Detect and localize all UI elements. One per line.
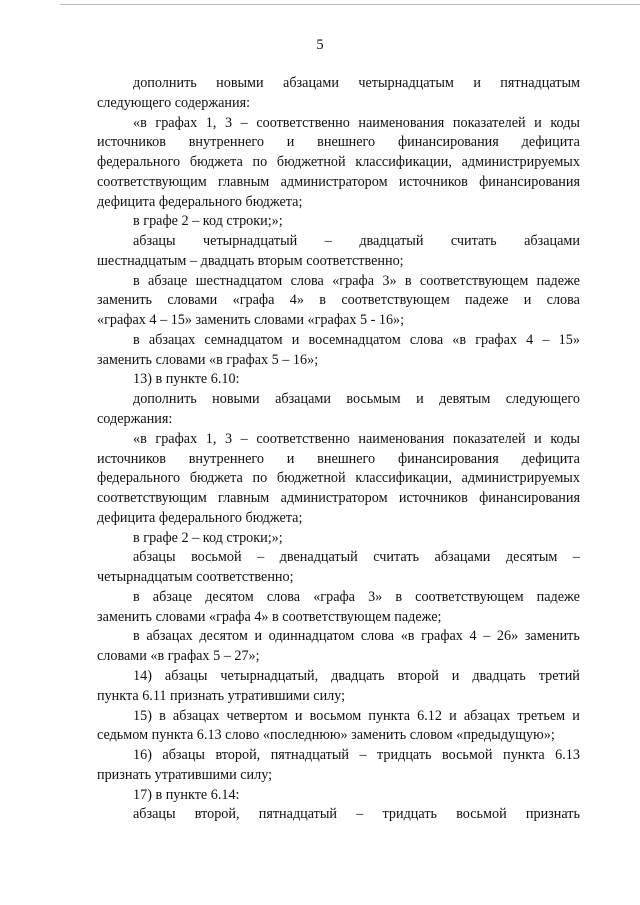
line-word: третий: [538, 667, 580, 684]
line-word: –: [356, 806, 364, 823]
line-word: –: [483, 628, 491, 645]
line-word: пункта: [502, 747, 545, 764]
line-word: девятым: [439, 391, 491, 408]
line-word: четырнадцатым: [358, 75, 454, 91]
line-word: десятым: [505, 549, 558, 566]
text-line: [97, 153, 580, 173]
line-word: тридцать: [382, 806, 437, 823]
text-line: [97, 746, 580, 766]
line-word: соответственно: [256, 114, 350, 131]
text-line: 17) в пункте 6.14:: [133, 786, 240, 803]
line-word: наименования: [358, 114, 445, 131]
line-word: внутреннего: [188, 134, 264, 151]
line-word: пункта: [368, 707, 411, 724]
line-word: третьем: [517, 707, 566, 724]
line-word: в: [395, 588, 403, 605]
line-word: в: [159, 707, 166, 724]
line-word: тридцать: [377, 747, 432, 764]
line-word: 1,: [205, 114, 217, 131]
line-word: наименования: [358, 430, 445, 447]
text-line: следующего содержания:: [97, 94, 251, 111]
line-word: графах: [421, 628, 463, 645]
line-word: слова: [546, 292, 580, 309]
line-word: 3: [224, 114, 233, 131]
line-word: –: [240, 430, 248, 447]
line-word: шестнадцатом: [195, 272, 283, 289]
line-word: федерального: [97, 154, 181, 171]
line-word: считать: [373, 549, 419, 566]
line-word: двадцать: [331, 667, 385, 684]
line-word: по: [252, 470, 268, 487]
line-word: по: [252, 154, 268, 171]
text-line: [97, 548, 580, 568]
line-word: источников: [97, 134, 166, 151]
line-word: –: [359, 747, 367, 764]
line-word: восемнадцатом: [308, 331, 401, 348]
line-word: абзацами: [434, 549, 491, 566]
line-word: –: [240, 114, 248, 131]
line-word: 16): [133, 747, 152, 764]
line-word: абзацах: [172, 707, 220, 724]
text-line: [97, 291, 580, 311]
line-word: признать: [525, 806, 580, 823]
line-word: абзацы: [133, 806, 176, 823]
line-word: 4»: [289, 292, 304, 309]
line-word: –: [257, 549, 265, 566]
line-word: и: [294, 707, 303, 724]
line-word: новыми: [212, 391, 260, 408]
text-line: [97, 469, 580, 489]
line-word: абзацами: [524, 233, 580, 250]
text-line: [97, 331, 580, 351]
line-word: 1,: [205, 430, 217, 447]
line-word: слова: [290, 272, 324, 289]
line-word: соответствующем: [341, 292, 450, 309]
line-word: 4: [469, 628, 477, 645]
line-word: внутреннего: [188, 450, 264, 467]
line-word: в: [133, 331, 140, 348]
line-word: источников: [398, 490, 468, 507]
line-word: и: [473, 75, 481, 91]
line-word: 4: [526, 331, 534, 348]
line-word: главным: [218, 173, 270, 190]
line-word: и: [416, 391, 424, 408]
line-word: в: [133, 588, 140, 605]
text-line: [97, 133, 580, 153]
text-line: [97, 627, 580, 647]
text-line: [97, 390, 580, 410]
text-line: заменить словами «в графах 5 – 16»;: [97, 351, 319, 368]
line-word: соответствующим: [97, 490, 207, 507]
line-word: абзацами: [283, 75, 339, 91]
line-word: «в: [452, 331, 467, 348]
line-word: падеже: [465, 292, 509, 309]
line-word: восьмой: [191, 549, 242, 566]
line-word: падеже: [536, 272, 580, 289]
line-word: в: [133, 272, 140, 289]
line-word: и: [534, 114, 542, 131]
line-word: считать: [450, 233, 497, 250]
text-line: содержания:: [97, 411, 173, 428]
line-word: финансирования: [479, 173, 580, 190]
line-word: пятнадцатым: [500, 75, 580, 91]
line-word: дефицита: [521, 450, 580, 467]
line-word: четырнадцатый,: [220, 667, 319, 684]
text-line: [97, 74, 580, 94]
line-word: «графа: [313, 588, 355, 605]
line-word: в: [319, 292, 326, 309]
text-line: [97, 173, 580, 193]
line-word: четырнадцатый: [203, 233, 298, 250]
line-word: и: [523, 292, 532, 309]
line-word: десятом: [205, 588, 254, 605]
line-word: слова: [409, 331, 444, 348]
line-word: соответствующим: [97, 173, 207, 190]
line-word: «графа: [232, 292, 275, 309]
line-word: пятнадцатый: [258, 806, 338, 823]
line-word: и: [449, 707, 457, 724]
line-word: администрируемых: [461, 154, 580, 171]
text-line: в графе 2 – код строки;»;: [133, 213, 283, 230]
text-line: «графах 4 – 15» заменить словами «графах 5 - 16»;: [97, 312, 405, 329]
line-word: двадцать: [472, 667, 526, 684]
text-line: [97, 489, 580, 509]
line-word: абзацы: [164, 667, 208, 684]
line-word: классификации,: [355, 470, 452, 487]
line-word: коды: [550, 114, 580, 131]
line-word: –: [572, 549, 580, 566]
line-word: –: [324, 233, 332, 250]
line-word: и: [572, 707, 580, 724]
line-word: 26»: [496, 628, 519, 645]
text-line: [97, 272, 580, 292]
line-word: и: [286, 450, 295, 467]
line-word: абзаце: [148, 272, 188, 289]
line-word: двенадцатый: [279, 549, 358, 566]
line-word: новыми: [216, 75, 264, 91]
line-word: двадцатый: [359, 233, 424, 250]
line-word: пятнадцатый: [270, 747, 349, 764]
line-word: 14): [133, 667, 152, 684]
line-word: четвертом: [226, 707, 288, 724]
line-word: бюджетной: [276, 470, 346, 487]
text-line: дефицита федерального бюджета;: [97, 509, 303, 526]
line-word: графах: [475, 331, 518, 348]
line-word: коды: [550, 430, 580, 447]
line-word: абзаце: [152, 588, 193, 605]
page-number: 5: [316, 37, 324, 53]
text-line: четырнадцатым соответственно;: [97, 569, 294, 586]
line-word: абзацы: [133, 233, 176, 250]
line-word: графах: [155, 430, 198, 447]
line-word: финансирования: [479, 490, 580, 507]
line-word: второй,: [194, 806, 240, 823]
text-line: шестнадцатым – двадцать вторым соответственно;: [97, 252, 404, 269]
document-body: [97, 74, 580, 825]
line-word: соответствующем: [419, 272, 529, 289]
line-word: дополнить: [133, 75, 197, 91]
line-word: 6.12: [417, 707, 442, 724]
text-line: [97, 114, 580, 134]
text-line: заменить словами «графа 4» в соответствующем падеже;: [97, 608, 442, 625]
line-word: дополнить: [133, 391, 197, 408]
line-word: следующего: [505, 391, 580, 408]
line-word: «графа: [332, 272, 374, 289]
line-word: абзацах: [146, 628, 193, 645]
line-word: абзацах: [463, 707, 511, 724]
line-word: 3»: [382, 272, 397, 289]
line-word: восьмой: [456, 806, 507, 823]
line-word: восьмой: [442, 747, 493, 764]
line-word: восьмым: [346, 391, 401, 408]
top-edge-rule: [60, 4, 640, 5]
line-word: показателей: [452, 430, 526, 447]
line-word: администратором: [280, 490, 388, 507]
text-line: в графе 2 – код строки;»;: [133, 529, 283, 546]
text-line: [97, 588, 580, 608]
line-word: «в: [400, 628, 415, 645]
text-line: [97, 232, 580, 252]
line-word: «в: [133, 430, 147, 447]
line-word: показателей: [452, 114, 526, 131]
line-word: семнадцатом: [204, 331, 283, 348]
line-word: 3: [224, 430, 233, 447]
line-word: и: [286, 134, 295, 151]
line-word: внешнего: [317, 134, 376, 151]
line-word: абзацы: [133, 549, 176, 566]
line-word: источников: [398, 173, 468, 190]
line-word: 6.13: [555, 747, 580, 764]
text-line: пункта 6.11 признать утратившими силу;: [97, 687, 346, 704]
line-word: заменить: [97, 292, 153, 309]
text-line: [97, 450, 580, 470]
line-word: классификации,: [355, 154, 452, 171]
line-word: восьмом: [309, 707, 362, 724]
line-word: «в: [133, 114, 147, 131]
line-word: бюджета: [189, 470, 243, 487]
line-word: падеже: [536, 588, 580, 605]
line-word: слова: [266, 588, 301, 605]
line-word: соответствующем: [415, 588, 524, 605]
line-word: финансирования: [397, 450, 499, 467]
line-word: 15»: [558, 331, 580, 348]
line-word: абзацами: [275, 391, 331, 408]
line-word: абзацах: [148, 331, 196, 348]
line-word: бюджета: [189, 154, 243, 171]
line-word: слова: [360, 628, 395, 645]
line-word: финансирования: [397, 134, 499, 151]
line-word: и: [291, 331, 300, 348]
line-word: 3»: [368, 588, 383, 605]
line-word: –: [542, 331, 550, 348]
line-word: бюджетной: [276, 154, 346, 171]
line-word: федерального: [97, 470, 181, 487]
line-word: и: [534, 430, 542, 447]
line-word: и: [451, 667, 460, 684]
text-line: [97, 430, 580, 450]
line-word: абзацы: [162, 747, 205, 764]
line-word: второй: [397, 667, 439, 684]
line-word: одиннадцатом: [268, 628, 355, 645]
line-word: второй,: [215, 747, 261, 764]
text-line: 13) в пункте 6.10:: [133, 371, 240, 388]
text-line: [97, 805, 580, 825]
line-word: в: [133, 628, 140, 645]
line-word: в: [404, 272, 412, 289]
line-word: администратором: [280, 173, 388, 190]
line-word: словами: [167, 292, 218, 309]
line-word: внешнего: [317, 450, 376, 467]
line-word: соответственно: [256, 430, 350, 447]
text-line: [97, 667, 580, 687]
line-word: и: [254, 628, 263, 645]
line-word: десятом: [199, 628, 248, 645]
text-line: [97, 707, 580, 727]
line-word: заменить: [524, 628, 580, 645]
text-line: дефицита федерального бюджета;: [97, 193, 303, 210]
text-line: словами «в графах 5 – 27»;: [97, 648, 260, 665]
line-word: дефицита: [521, 134, 580, 151]
line-word: 15): [133, 707, 152, 724]
text-line: признать утратившими силу;: [97, 766, 273, 783]
line-word: администрируемых: [461, 470, 580, 487]
line-word: графах: [155, 114, 198, 131]
line-word: главным: [218, 490, 270, 507]
text-line: седьмом пункта 6.13 слово «последнюю» заменить словом «предыдущую»;: [97, 727, 555, 744]
line-word: источников: [97, 450, 166, 467]
